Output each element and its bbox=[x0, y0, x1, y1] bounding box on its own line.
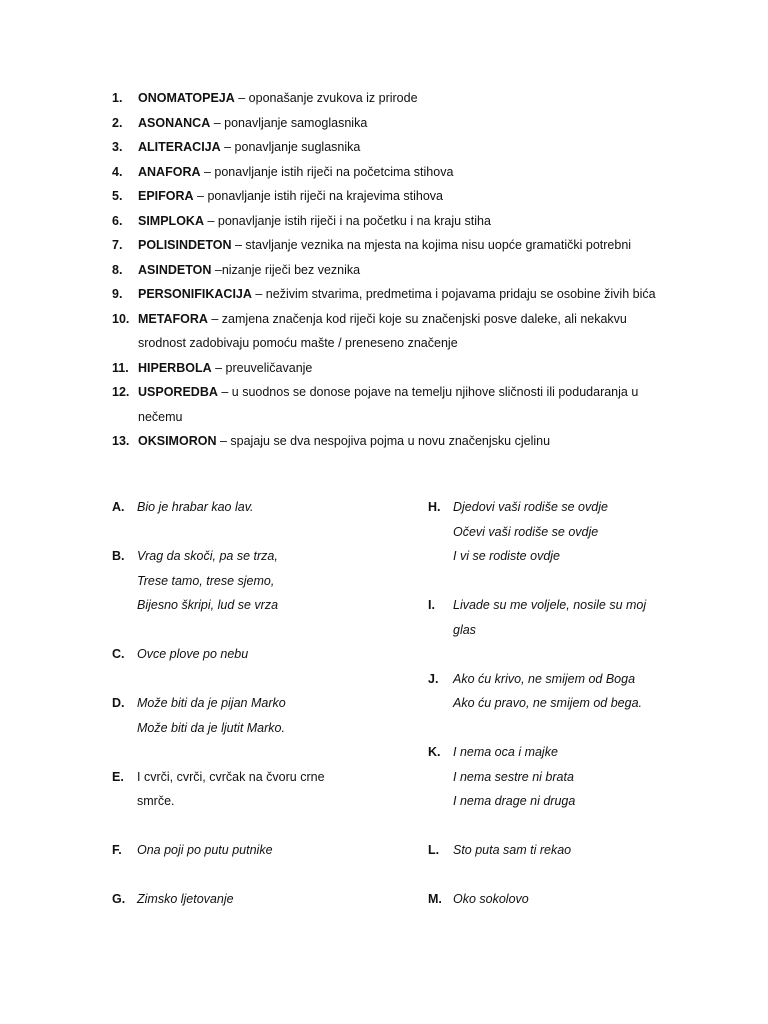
example-line: Bijesno škripi, lud se vrza bbox=[137, 598, 279, 612]
definition-number: 5. bbox=[112, 189, 123, 203]
example-line: Može biti da je ljutit Marko. bbox=[137, 720, 285, 735]
definition-item bbox=[112, 184, 672, 209]
examples-right-column bbox=[428, 495, 668, 936]
definition-term: ASONANCA bbox=[138, 115, 211, 130]
example-letter: M. bbox=[428, 892, 442, 906]
definition-text bbox=[138, 135, 672, 160]
definition-description: – ponavljanje samoglasnika bbox=[210, 115, 368, 130]
definition-item bbox=[112, 209, 672, 234]
definition-text bbox=[138, 209, 672, 234]
definition-term: ONOMATOPEJA bbox=[138, 91, 235, 105]
definition-description: – ponavljanje istih riječi na krajevima stihova bbox=[193, 189, 443, 203]
definition-text bbox=[138, 429, 672, 454]
definition-item bbox=[112, 86, 672, 111]
definition-description: – u suodnos se donose pojave na temelju njihove sličnosti ili podudaranja u nečemu bbox=[138, 385, 639, 424]
example-item bbox=[112, 765, 412, 814]
example-text bbox=[137, 495, 412, 520]
definition-description: – preuveličavanje bbox=[211, 360, 313, 375]
example-letter: D. bbox=[112, 696, 125, 710]
example-letter: I. bbox=[428, 598, 435, 612]
stylistic-figures-list bbox=[112, 86, 672, 454]
definition-text bbox=[138, 111, 672, 136]
definition-number: 4. bbox=[112, 164, 123, 179]
definition-term: EPIFORA bbox=[138, 189, 194, 203]
definition-term: ASINDETON bbox=[138, 262, 212, 277]
definition-number: 10. bbox=[112, 311, 130, 326]
example-line: I vi se rodiste ovdje bbox=[453, 549, 560, 563]
definition-description: – stavljanje veznika na mjesta na kojima nisu uopće gramatički potrebni bbox=[231, 238, 632, 252]
definition-term: OKSIMORON bbox=[138, 434, 217, 448]
example-letter: B. bbox=[112, 549, 125, 563]
example-item bbox=[112, 838, 412, 863]
definition-item bbox=[112, 258, 672, 283]
example-letter: E. bbox=[112, 769, 124, 784]
definition-text bbox=[138, 233, 672, 258]
definition-term: ANAFORA bbox=[138, 164, 201, 179]
definition-number: 6. bbox=[112, 213, 123, 228]
example-line: I cvrči, cvrči, cvrčak na čvoru crne bbox=[137, 769, 325, 784]
definition-term: PERSONIFIKACIJA bbox=[138, 287, 252, 301]
example-item bbox=[428, 887, 668, 912]
definition-text bbox=[138, 307, 672, 356]
definition-description: – neživim stvarima, predmetima i pojavama pridaju se osobine živih bića bbox=[251, 287, 656, 301]
example-line: Oko sokolovo bbox=[453, 892, 529, 906]
definition-description: – ponavljanje istih riječi i na početku i na kraju stiha bbox=[203, 213, 491, 228]
definition-text bbox=[138, 282, 672, 307]
definition-description: – ponavljanje istih riječi na početcima stihova bbox=[200, 164, 454, 179]
definition-number: 13. bbox=[112, 434, 130, 448]
example-letter: F. bbox=[112, 843, 122, 857]
example-line: Ako ću pravo, ne smijem od bega. bbox=[453, 696, 642, 710]
definition-item bbox=[112, 282, 672, 307]
definition-text bbox=[138, 160, 672, 185]
definition-item bbox=[112, 111, 672, 136]
definition-number: 9. bbox=[112, 287, 123, 301]
example-letter: G. bbox=[112, 892, 126, 906]
definition-number: 11. bbox=[112, 360, 129, 375]
definition-item bbox=[112, 429, 672, 454]
example-text bbox=[453, 740, 668, 814]
definition-item bbox=[112, 380, 672, 429]
example-item bbox=[428, 495, 668, 569]
example-line: glas bbox=[453, 622, 476, 637]
definition-text bbox=[138, 86, 672, 111]
definition-item bbox=[112, 160, 672, 185]
definition-text bbox=[138, 184, 672, 209]
example-line: Ovce plove po nebu bbox=[137, 647, 249, 661]
definition-item bbox=[112, 233, 672, 258]
example-line: Livade su me voljele, nosile su moj bbox=[453, 598, 647, 612]
definition-description: – oponašanje zvukova iz prirode bbox=[234, 91, 418, 105]
example-letter: J. bbox=[428, 671, 439, 686]
example-line: Djedovi vaši rodiše se ovdje bbox=[453, 500, 608, 514]
example-line: Može biti da je pijan Marko bbox=[137, 696, 286, 710]
example-item bbox=[428, 667, 668, 716]
example-line: Ako ću krivo, ne smijem od Boga bbox=[453, 671, 636, 686]
definition-term: HIPERBOLA bbox=[138, 360, 212, 375]
example-text bbox=[137, 838, 412, 863]
example-text bbox=[137, 765, 412, 814]
example-item bbox=[112, 544, 412, 618]
example-letter: H. bbox=[428, 500, 441, 514]
definition-term: SIMPLOKA bbox=[138, 213, 204, 228]
example-letter: A. bbox=[112, 500, 125, 514]
example-line: Sto puta sam ti rekao bbox=[453, 843, 572, 857]
example-item bbox=[112, 691, 412, 740]
definition-term: POLISINDETON bbox=[138, 238, 232, 252]
example-letter: K. bbox=[428, 745, 441, 759]
example-text bbox=[453, 495, 668, 569]
example-item bbox=[112, 642, 412, 667]
definition-description: – spajaju se dva nespojiva pojma u novu značenjsku cjelinu bbox=[216, 434, 551, 448]
definition-item bbox=[112, 135, 672, 160]
example-line: Vrag da skoči, pa se trza, bbox=[137, 549, 278, 563]
definition-text bbox=[138, 380, 672, 429]
example-line: smrče. bbox=[137, 794, 175, 808]
example-line: I nema drage ni druga bbox=[453, 794, 576, 808]
example-text bbox=[453, 887, 668, 912]
example-text bbox=[137, 691, 412, 740]
example-text bbox=[137, 642, 412, 667]
definition-text bbox=[138, 356, 672, 381]
example-line: Ona poji po putu putnike bbox=[137, 843, 273, 857]
example-line: I nema sestre ni brata bbox=[453, 769, 574, 784]
example-text bbox=[137, 887, 412, 912]
example-line: Trese tamo, trese sjemo, bbox=[137, 573, 275, 588]
example-item bbox=[112, 887, 412, 912]
example-line: Očevi vaši rodiše se ovdje bbox=[453, 524, 599, 539]
example-item bbox=[428, 740, 668, 814]
example-item bbox=[428, 593, 668, 642]
definition-number: 1. bbox=[112, 91, 123, 105]
example-letter: L. bbox=[428, 843, 440, 857]
examples-left-column bbox=[112, 495, 412, 936]
definition-term: METAFORA bbox=[138, 311, 208, 326]
definition-number: 8. bbox=[112, 262, 123, 277]
definition-description: –nizanje riječi bez veznika bbox=[211, 262, 361, 277]
example-text bbox=[453, 667, 668, 716]
definition-text bbox=[138, 258, 672, 283]
definition-description: – ponavljanje suglasnika bbox=[220, 140, 361, 154]
definition-item bbox=[112, 356, 672, 381]
definition-item bbox=[112, 307, 672, 356]
definition-number: 7. bbox=[112, 238, 123, 252]
example-text bbox=[453, 838, 668, 863]
example-item bbox=[112, 495, 412, 520]
example-line: Bio je hrabar kao lav. bbox=[137, 500, 254, 514]
example-text bbox=[137, 544, 412, 618]
definition-number: 12. bbox=[112, 385, 130, 399]
definition-description: – zamjena značenja kod riječi koje su značenjski posve daleke, ali nekakvu srodnost zadobivaju pomoću mašte / preneseno značenje bbox=[138, 311, 627, 350]
definition-term: ALITERACIJA bbox=[138, 140, 221, 154]
example-line: I nema oca i majke bbox=[453, 745, 558, 759]
example-letter: C. bbox=[112, 647, 125, 661]
example-item bbox=[428, 838, 668, 863]
definition-term: USPOREDBA bbox=[138, 385, 218, 399]
definition-number: 3. bbox=[112, 140, 123, 154]
definition-number: 2. bbox=[112, 115, 123, 130]
example-text bbox=[453, 593, 668, 642]
example-line: Zimsko ljetovanje bbox=[137, 892, 234, 906]
